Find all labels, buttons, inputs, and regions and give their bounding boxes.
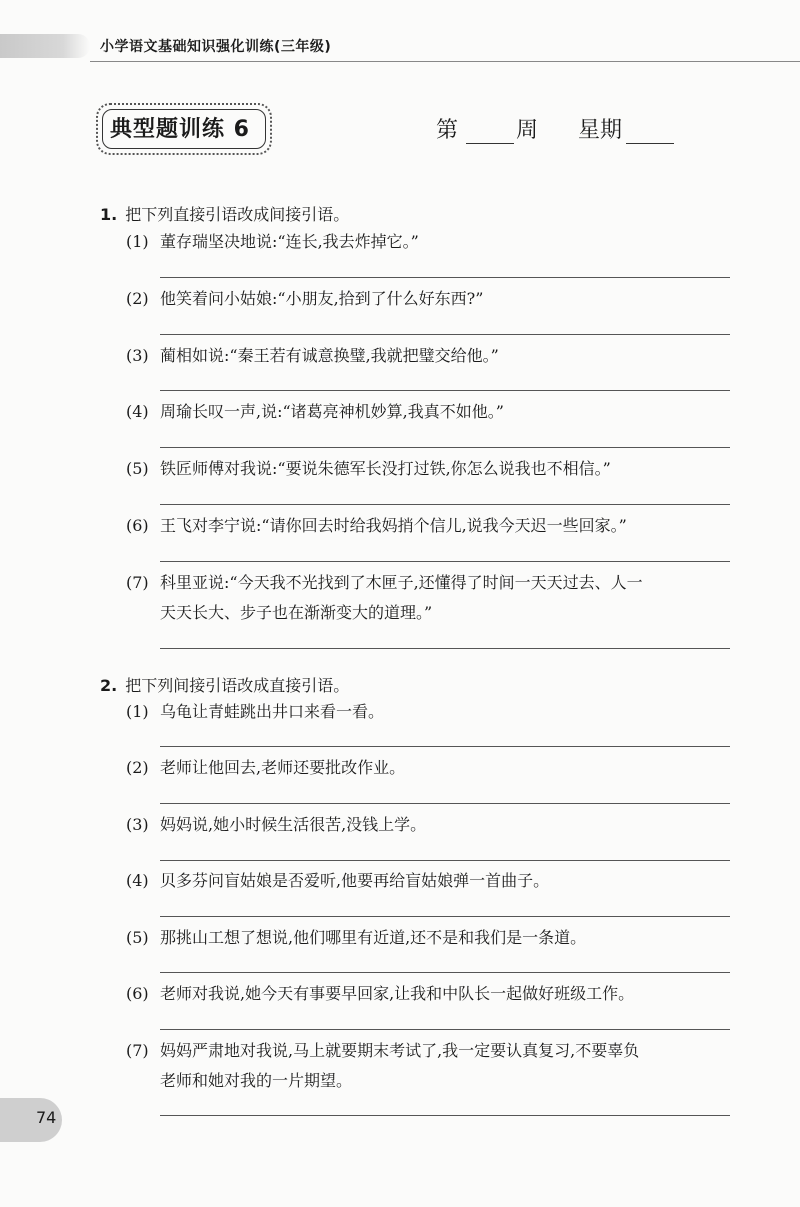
week-zhou-label: 周 — [516, 118, 539, 143]
q1-item — [126, 397, 504, 427]
section-title: 典型题训练 6 — [110, 117, 250, 142]
q2-item — [126, 1036, 639, 1066]
question-prompt: 把下列间接引语改成直接引语。 — [125, 676, 350, 695]
week-number-blank[interactable] — [466, 143, 514, 144]
item-text: 蔺相如说:“秦王若有诚意换璧,我就把璧交给他。” — [160, 346, 499, 365]
q2-item — [126, 979, 634, 1009]
answer-line[interactable] — [160, 561, 730, 562]
header-divider — [90, 61, 800, 62]
item-text: 周瑜长叹一声,说:“诸葛亮神机妙算,我真不如他。” — [160, 402, 504, 421]
q1-item — [126, 568, 643, 598]
item-number: (6) — [126, 516, 149, 535]
item-number: (5) — [126, 459, 149, 478]
item-number: (3) — [126, 346, 149, 365]
q1-item — [126, 284, 483, 314]
item-number: (1) — [126, 702, 149, 721]
item-text: 铁匠师傅对我说:“要说朱德军长没打过铁,你怎么说我也不相信。” — [160, 459, 611, 478]
item-text: 妈妈说,她小时候生活很苦,没钱上学。 — [160, 815, 427, 834]
answer-line[interactable] — [160, 1029, 730, 1030]
item-text: 老师对我说,她今天有事要早回家,让我和中队长一起做好班级工作。 — [160, 984, 635, 1003]
weekday-label: 星期 — [578, 118, 623, 143]
item-text: 贝多芬问盲姑娘是否爱听,他要再给盲姑娘弹一首曲子。 — [160, 871, 550, 890]
item-text-continued: 天天长大、步子也在渐渐变大的道理。” — [160, 603, 433, 622]
question-2-heading — [100, 673, 349, 696]
week-di-label: 第 — [436, 118, 459, 143]
item-number: (7) — [126, 1041, 149, 1060]
q2-item — [126, 810, 426, 840]
item-text: 老师让他回去,老师还要批改作业。 — [160, 758, 406, 777]
q1-item — [126, 227, 419, 257]
item-text: 乌龟让青蛙跳出井口来看一看。 — [160, 702, 385, 721]
header-tab — [0, 34, 90, 58]
q2-item — [126, 697, 384, 727]
question-1-heading — [100, 202, 349, 225]
item-number: (2) — [126, 289, 149, 308]
page-number: 74 — [36, 1108, 57, 1127]
item-text: 他笑着问小姑娘:“小朋友,拾到了什么好东西?” — [160, 289, 484, 308]
item-text: 科里亚说:“今天我不光找到了木匣子,还懂得了时间一天天过去、人一 — [160, 573, 643, 592]
item-text: 王飞对李宁说:“请你回去时给我妈捎个信儿,说我今天迟一些回家。” — [160, 516, 627, 535]
item-number: (4) — [126, 402, 149, 421]
answer-line[interactable] — [160, 860, 730, 861]
answer-line[interactable] — [160, 447, 730, 448]
answer-line[interactable] — [160, 504, 730, 505]
book-title: 小学语文基础知识强化训练(三年级) — [100, 39, 332, 55]
answer-line[interactable] — [160, 746, 730, 747]
answer-line[interactable] — [160, 277, 730, 278]
question-number: 2. — [100, 676, 118, 695]
q2-item — [126, 923, 586, 953]
answer-line[interactable] — [160, 390, 730, 391]
answer-line[interactable] — [160, 916, 730, 917]
item-number: (4) — [126, 871, 149, 890]
item-text: 妈妈严肃地对我说,马上就要期末考试了,我一定要认真复习,不要辜负 — [160, 1041, 640, 1060]
answer-line[interactable] — [160, 648, 730, 649]
item-number: (2) — [126, 758, 149, 777]
item-number: (6) — [126, 984, 149, 1003]
question-prompt: 把下列直接引语改成间接引语。 — [125, 205, 350, 224]
item-text-continued: 老师和她对我的一片期望。 — [160, 1071, 353, 1090]
q2-item — [126, 866, 549, 896]
item-text: 那挑山工想了想说,他们哪里有近道,还不是和我们是一条道。 — [160, 928, 587, 947]
answer-line[interactable] — [160, 334, 730, 335]
item-number: (3) — [126, 815, 149, 834]
item-number: (7) — [126, 573, 149, 592]
answer-line[interactable] — [160, 972, 730, 973]
item-number: (5) — [126, 928, 149, 947]
item-text: 董存瑞坚决地说:“连长,我去炸掉它。” — [160, 232, 419, 251]
answer-line[interactable] — [160, 1115, 730, 1116]
q1-item — [126, 511, 627, 541]
question-number: 1. — [100, 205, 118, 224]
answer-line[interactable] — [160, 803, 730, 804]
q1-item — [126, 454, 611, 484]
q1-item — [126, 341, 499, 371]
q2-item — [126, 753, 405, 783]
weekday-blank[interactable] — [626, 143, 674, 144]
item-number: (1) — [126, 232, 149, 251]
